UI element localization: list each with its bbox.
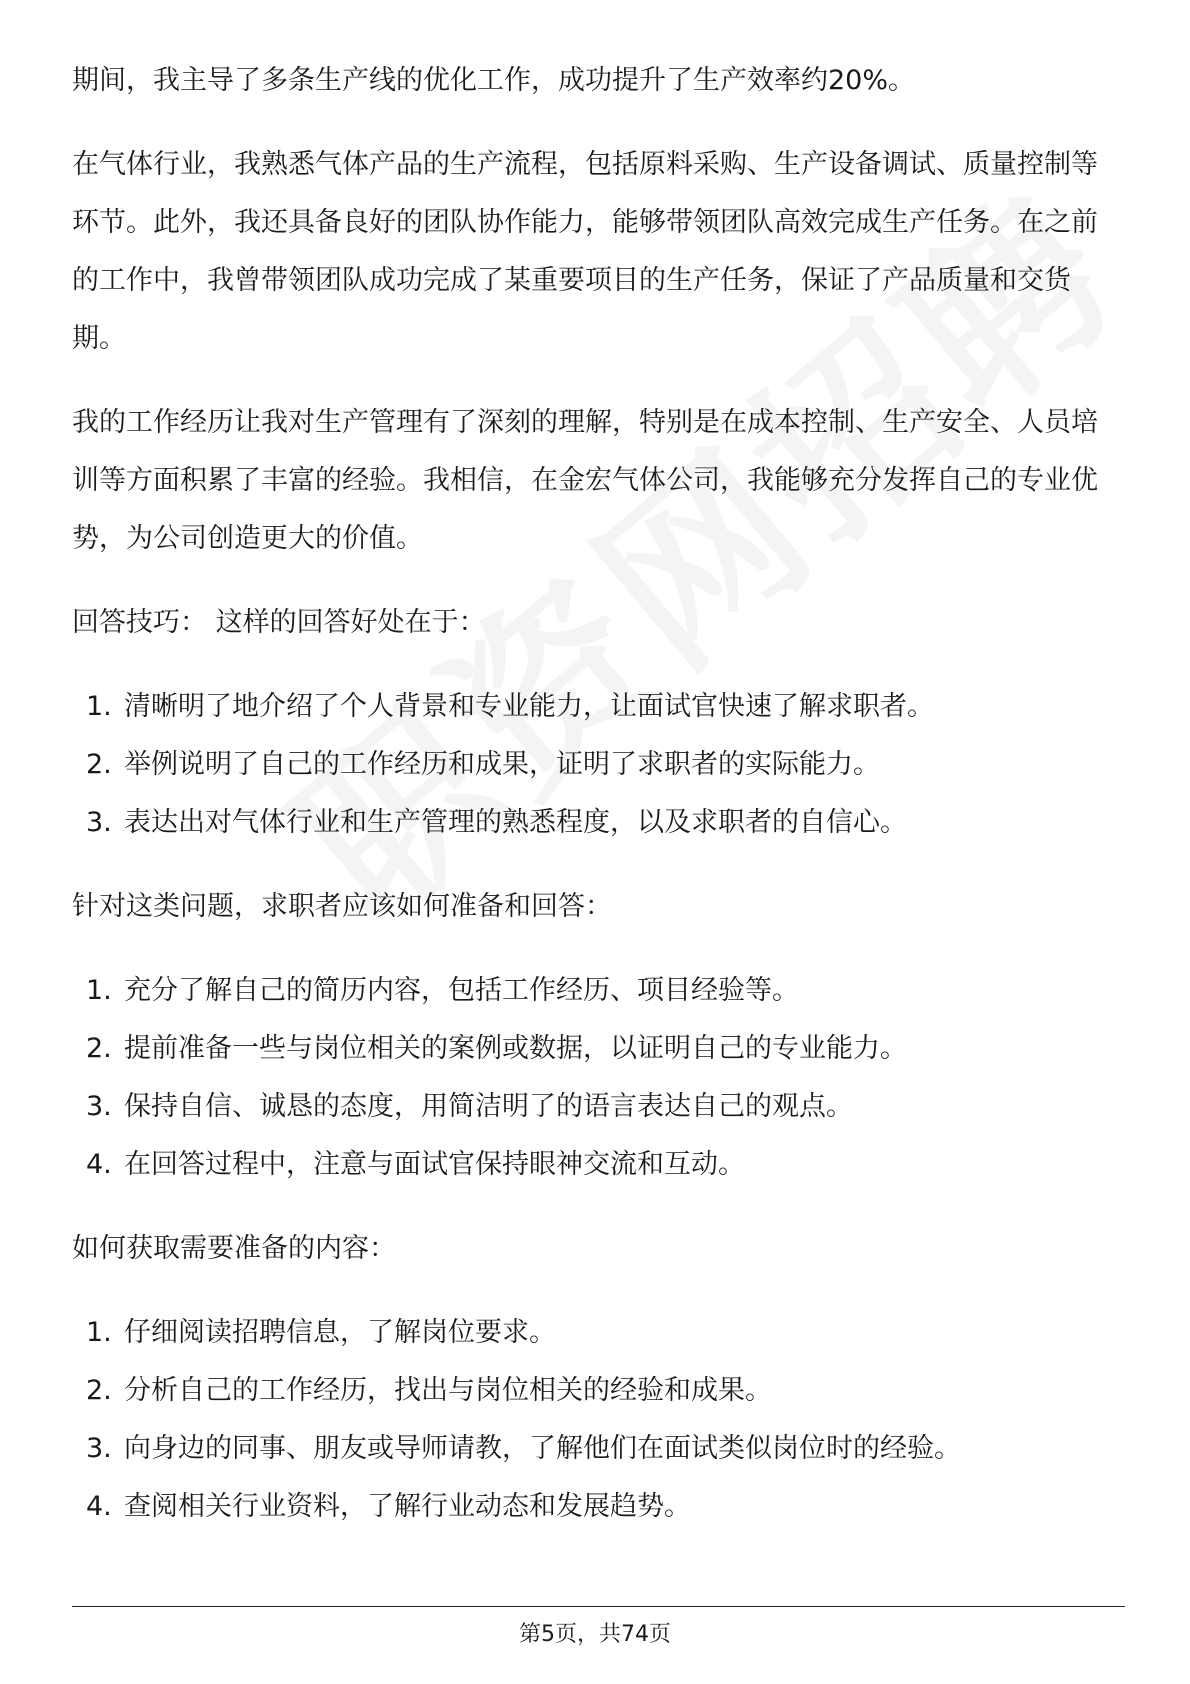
section-preparation (72, 878, 1122, 1194)
list-item-text: 表达出对气体行业和生产管理的熟悉程度，以及求职者的自信心。 (124, 807, 907, 838)
list-number: 4. (86, 1149, 112, 1180)
section-answer-tips (72, 594, 1122, 852)
numbered-list (72, 962, 1122, 1194)
list-item-text: 在回答过程中，注意与面试官保持眼神交流和互动。 (124, 1149, 745, 1180)
list-item-text: 提前准备一些与岗位相关的案例或数据，以证明自己的专业能力。 (124, 1033, 907, 1064)
list-number: 3. (86, 1091, 112, 1122)
numbered-list (72, 1304, 1122, 1536)
section-heading: 如何获取需要准备的内容： (72, 1233, 396, 1264)
list-item (72, 794, 1122, 852)
paragraph: 在气体行业，我熟悉气体产品的生产流程，包括原料采购、生产设备调试、质量控制等环节。此外，我还具备良好的团队协作能力，能够带领团队高效完成生产任务。在之前的工作中，我曾带领团队成功完成了某重要项目的生产任务，保证了产品质量和交货期。 (72, 149, 1098, 354)
list-number: 1. (86, 691, 112, 722)
list-item (72, 1136, 1122, 1194)
list-item-text: 清晰明了地介绍了个人背景和专业能力，让面试官快速了解求职者。 (124, 691, 934, 722)
list-item (72, 1362, 1122, 1420)
list-item-text: 分析自己的工作经历，找出与岗位相关的经验和成果。 (124, 1375, 772, 1406)
page-number: 第5页，共74页 (519, 1622, 671, 1647)
section-heading: 针对这类问题，求职者应该如何准备和回答： (72, 891, 612, 922)
list-number: 1. (86, 975, 112, 1006)
list-item (72, 678, 1122, 736)
list-item (72, 1304, 1122, 1362)
section-heading: 回答技巧： 这样的回答好处在于： (72, 607, 486, 638)
list-item (72, 1078, 1122, 1136)
list-item-text: 仔细阅读招聘信息，了解岗位要求。 (124, 1317, 556, 1348)
list-item-text: 充分了解自己的简历内容，包括工作经历、项目经验等。 (124, 975, 799, 1006)
footer-divider (72, 1606, 1125, 1607)
list-item (72, 1020, 1122, 1078)
document-body (72, 52, 1122, 1562)
list-item (72, 1478, 1122, 1536)
list-item-text: 举例说明了自己的工作经历和成果，证明了求职者的实际能力。 (124, 749, 880, 780)
list-number: 2. (86, 1375, 112, 1406)
list-number: 2. (86, 749, 112, 780)
list-item (72, 1420, 1122, 1478)
paragraph: 我的工作经历让我对生产管理有了深刻的理解，特别是在成本控制、生产安全、人员培训等方面积累了丰富的经验。我相信，在金宏气体公司，我能够充分发挥自己的专业优势，为公司创造更大的价值。 (72, 407, 1098, 554)
list-item (72, 962, 1122, 1020)
list-item (72, 736, 1122, 794)
list-item-text: 查阅相关行业资料，了解行业动态和发展趋势。 (124, 1491, 691, 1522)
list-number: 3. (86, 807, 112, 838)
paragraph: 期间，我主导了多条生产线的优化工作，成功提升了生产效率约20%。 (72, 65, 916, 96)
list-number: 1. (86, 1317, 112, 1348)
list-number: 4. (86, 1491, 112, 1522)
list-number: 3. (86, 1433, 112, 1464)
list-item-text: 向身边的同事、朋友或导师请教，了解他们在面试类似岗位时的经验。 (124, 1433, 961, 1464)
list-item-text: 保持自信、诚恳的态度，用简洁明了的语言表达自己的观点。 (124, 1091, 853, 1122)
list-number: 2. (86, 1033, 112, 1064)
numbered-list (72, 678, 1122, 852)
section-content-sources (72, 1220, 1122, 1536)
